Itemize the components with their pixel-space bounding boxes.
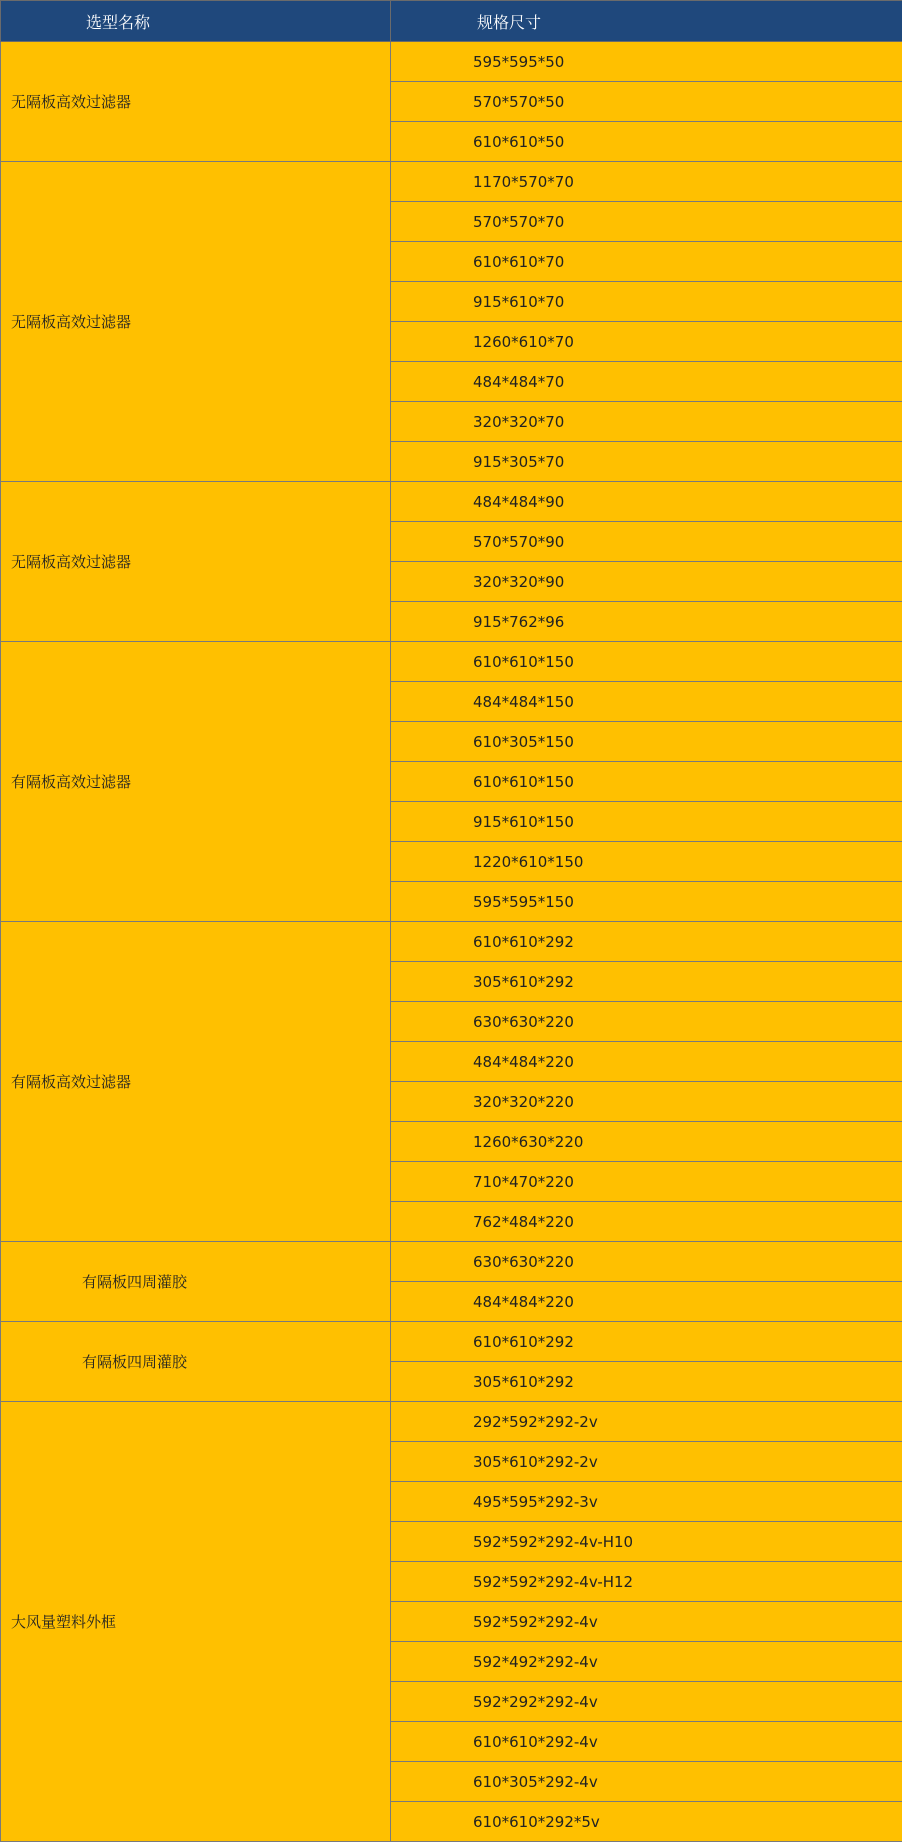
spec-size-cell: 610*610*292*5v (391, 1802, 902, 1842)
spec-size-cell: 592*592*292-4v (391, 1602, 902, 1642)
spec-size-cell: 1260*610*70 (391, 322, 902, 362)
spec-size-cell: 610*305*292-4v (391, 1762, 902, 1802)
spec-size-cell: 915*610*70 (391, 282, 902, 322)
table-row (1, 922, 902, 962)
model-name-cell: 大风量塑料外框 (1, 1402, 391, 1842)
spec-table-body (1, 42, 902, 1842)
spec-size-cell: 1260*630*220 (391, 1122, 902, 1162)
model-name-cell: 有隔板高效过滤器 (1, 642, 391, 922)
spec-size-cell: 610*610*292 (391, 1322, 902, 1362)
spec-size-cell: 495*595*292-3v (391, 1482, 902, 1522)
model-name-cell: 有隔板四周灌胶 (1, 1322, 391, 1402)
spec-size-cell: 610*305*150 (391, 722, 902, 762)
model-name-cell: 有隔板四周灌胶 (1, 1242, 391, 1322)
spec-size-cell: 1220*610*150 (391, 842, 902, 882)
spec-size-cell: 595*595*150 (391, 882, 902, 922)
spec-size-cell: 592*492*292-4v (391, 1642, 902, 1682)
model-name-cell: 无隔板高效过滤器 (1, 162, 391, 482)
spec-size-cell: 484*484*220 (391, 1282, 902, 1322)
spec-size-cell: 915*305*70 (391, 442, 902, 482)
model-name-cell: 无隔板高效过滤器 (1, 482, 391, 642)
model-name-cell: 有隔板高效过滤器 (1, 922, 391, 1242)
spec-size-cell: 630*630*220 (391, 1002, 902, 1042)
table-row (1, 42, 902, 82)
spec-size-cell: 320*320*220 (391, 1082, 902, 1122)
spec-size-cell: 305*610*292 (391, 1362, 902, 1402)
spec-size-cell: 762*484*220 (391, 1202, 902, 1242)
spec-size-cell: 484*484*150 (391, 682, 902, 722)
header-model-name: 选型名称 (1, 1, 391, 42)
table-row (1, 482, 902, 522)
spec-size-cell: 570*570*90 (391, 522, 902, 562)
spec-size-cell: 305*610*292 (391, 962, 902, 1002)
spec-size-cell: 320*320*90 (391, 562, 902, 602)
table-row (1, 1322, 902, 1362)
spec-size-cell: 484*484*220 (391, 1042, 902, 1082)
spec-size-cell: 592*292*292-4v (391, 1682, 902, 1722)
spec-size-cell: 610*610*150 (391, 762, 902, 802)
header-spec-size: 规格尺寸 (391, 1, 902, 42)
header-row (1, 1, 902, 42)
table-row (1, 1242, 902, 1282)
spec-size-cell: 592*592*292-4v-H12 (391, 1562, 902, 1602)
spec-size-cell: 305*610*292-2v (391, 1442, 902, 1482)
spec-size-cell: 292*592*292-2v (391, 1402, 902, 1442)
spec-size-cell: 570*570*50 (391, 82, 902, 122)
spec-size-cell: 610*610*292-4v (391, 1722, 902, 1762)
spec-size-cell: 610*610*50 (391, 122, 902, 162)
spec-size-cell: 1170*570*70 (391, 162, 902, 202)
spec-size-cell: 610*610*150 (391, 642, 902, 682)
model-name-cell: 无隔板高效过滤器 (1, 42, 391, 162)
spec-size-cell: 630*630*220 (391, 1242, 902, 1282)
spec-size-cell: 320*320*70 (391, 402, 902, 442)
spec-size-cell: 610*610*292 (391, 922, 902, 962)
spec-size-cell: 484*484*70 (391, 362, 902, 402)
table-row (1, 1402, 902, 1442)
table-row (1, 162, 902, 202)
spec-size-cell: 595*595*50 (391, 42, 902, 82)
spec-size-cell: 610*610*70 (391, 242, 902, 282)
spec-size-cell: 592*592*292-4v-H10 (391, 1522, 902, 1562)
spec-size-cell: 710*470*220 (391, 1162, 902, 1202)
spec-size-cell: 915*762*96 (391, 602, 902, 642)
spec-size-cell: 570*570*70 (391, 202, 902, 242)
spec-size-cell: 484*484*90 (391, 482, 902, 522)
table-row (1, 642, 902, 682)
spec-size-cell: 915*610*150 (391, 802, 902, 842)
